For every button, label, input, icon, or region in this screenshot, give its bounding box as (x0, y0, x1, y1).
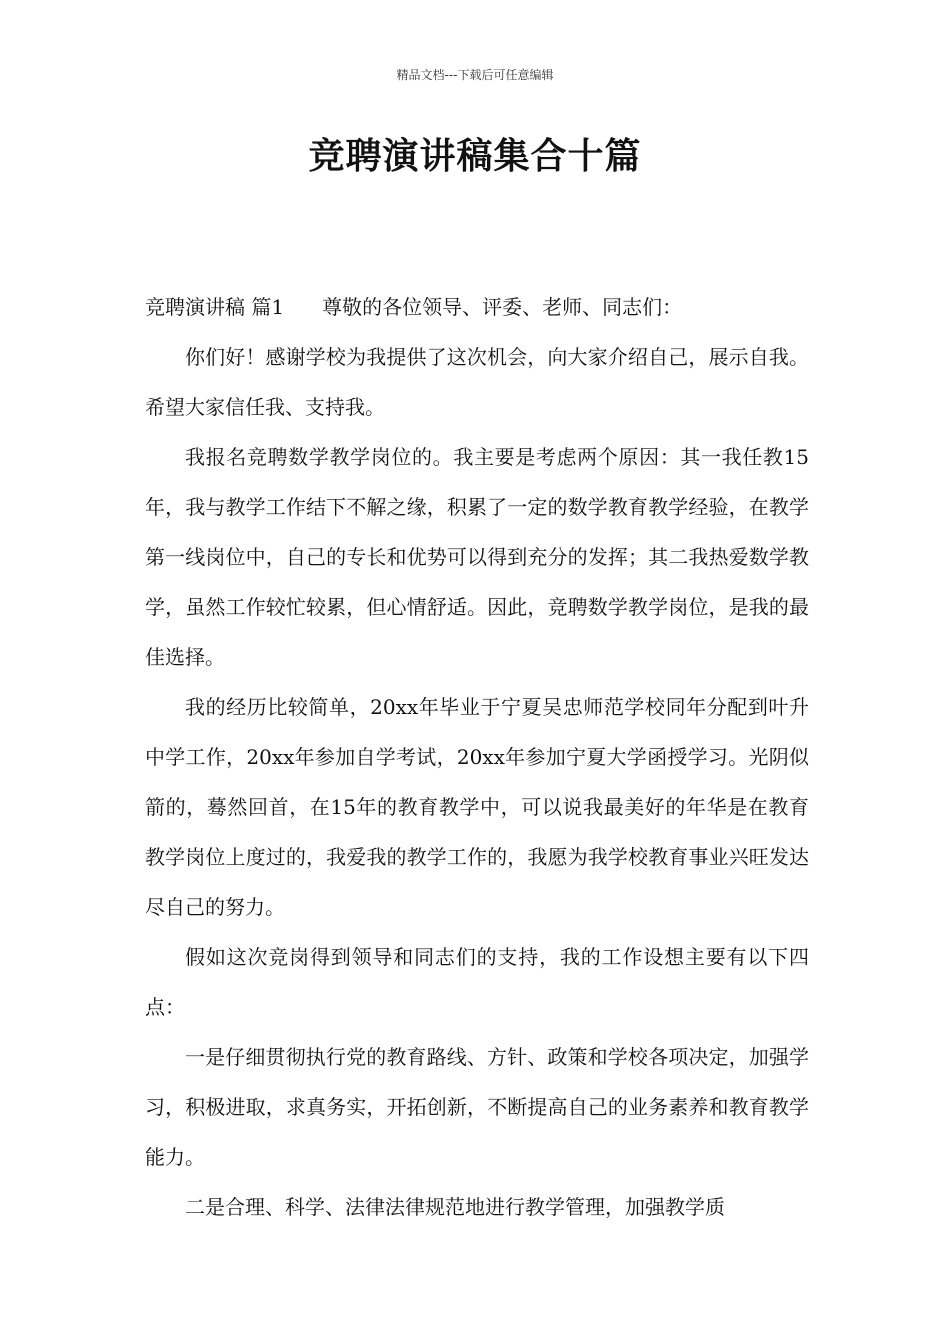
paragraph: 你们好！感谢学校为我提供了这次机会，向大家介绍自己，展示自我。希望大家信任我、支持我。 (145, 345, 809, 419)
section-heading: 竞聘演讲稿 篇1 (145, 295, 285, 319)
document-body (145, 282, 809, 1232)
document-title: 竞聘演讲稿集合十篇 (308, 136, 642, 177)
paragraph: 我的经历比较简单，20xx年毕业于宁夏吴忠师范学校同年分配到叶升中学工作，20xx年参加自学考试，20xx年参加宁夏大学函授学习。光阴似箭的，蓦然回首，在15年的教育教学中，可以说我最美好的年华是在教育教学岗位上度过的，我爱我的教学工作的，我愿为我学校教育事业兴旺发达尽自己的努力。 (145, 695, 809, 919)
section-heading-line (145, 282, 809, 332)
paragraph: 假如这次竞岗得到领导和同志们的支持，我的工作设想主要有以下四点： (145, 945, 809, 1019)
header-note: 精品文档---下载后可任意编辑 (396, 68, 554, 82)
paragraph: 二是合理、科学、法律法律规范地进行教学管理，加强教学质 (185, 1195, 725, 1219)
salutation: 尊敬的各位领导、评委、老师、同志们： (322, 295, 683, 319)
paragraph: 我报名竞聘数学教学岗位的。我主要是考虑两个原因：其一我任教15年，我与教学工作结下不解之缘，积累了一定的数学教育教学经验，在教学第一线岗位中，自己的专长和优势可以得到充分的发挥；其二我热爱数学教学，虽然工作较忙较累，但心情舒适。因此，竞聘数学教学岗位，是我的最佳选择。 (145, 445, 809, 669)
paragraph: 一是仔细贯彻执行党的教育路线、方针、政策和学校各项决定，加强学习，积极进取，求真务实，开拓创新，不断提高自己的业务素养和教育教学能力。 (145, 1045, 809, 1169)
